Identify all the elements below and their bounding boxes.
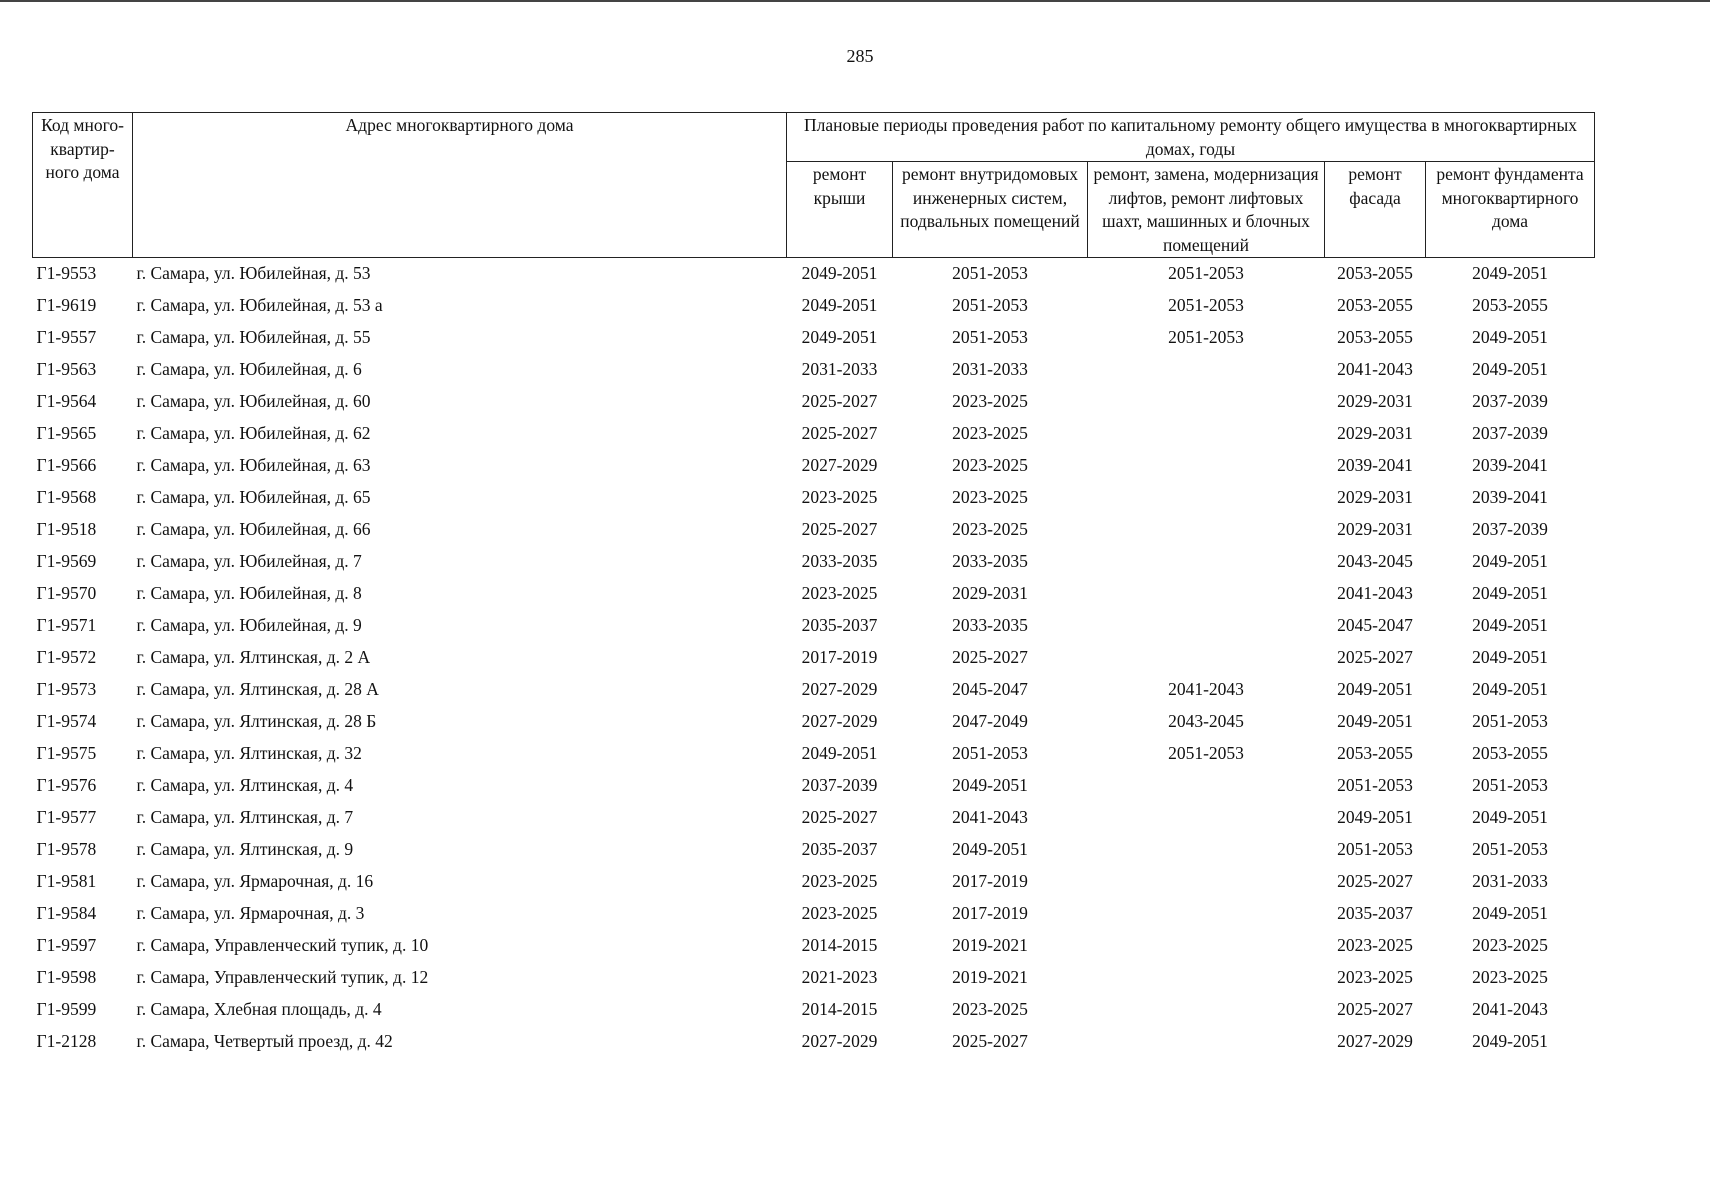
cell-lifts (1088, 386, 1325, 418)
cell-foundation: 2049-2051 (1472, 583, 1548, 604)
cell-roof: 2033-2035 (801, 551, 878, 572)
table-row (33, 866, 1595, 898)
cell-address: г. Самара, ул. Ялтинская, д. 28 Б (136, 711, 377, 732)
cell-engineering: 2051-2053 (952, 743, 1028, 764)
cell-roof: 2049-2051 (801, 327, 878, 348)
table-row (33, 322, 1595, 354)
header-foundation-label: ремонт фундамента многоквартирного дома (1436, 164, 1584, 231)
cell-foundation: 2037-2039 (1472, 391, 1548, 412)
cell-facade: 2045-2047 (1337, 615, 1413, 636)
cell-foundation: 2049-2051 (1472, 807, 1548, 828)
cell-address: г. Самара, ул. Юбилейная, д. 60 (136, 391, 371, 412)
cell-engineering: 2031-2033 (952, 359, 1028, 380)
table-header (33, 113, 1595, 258)
table-row (33, 674, 1595, 706)
cell-address: г. Самара, ул. Ялтинская, д. 9 (136, 839, 354, 860)
cell-facade: 2029-2031 (1337, 487, 1413, 508)
table-row (33, 354, 1595, 386)
cell-facade: 2049-2051 (1337, 807, 1413, 828)
cell-foundation: 2049-2051 (1472, 903, 1548, 924)
cell-roof: 2027-2029 (801, 679, 878, 700)
table-row (33, 258, 1595, 291)
cell-roof: 2014-2015 (801, 935, 878, 956)
cell-roof: 2023-2025 (801, 871, 878, 892)
cell-engineering: 2033-2035 (952, 615, 1028, 636)
cell-code: Г1-9518 (36, 519, 97, 540)
header-engineering (893, 162, 1088, 258)
cell-facade: 2029-2031 (1337, 423, 1413, 444)
header-facade (1325, 162, 1426, 258)
cell-facade: 2053-2055 (1337, 327, 1413, 348)
cell-roof: 2037-2039 (801, 775, 878, 796)
cell-lifts (1088, 546, 1325, 578)
cell-foundation: 2049-2051 (1472, 263, 1548, 284)
table-row (33, 418, 1595, 450)
cell-lifts (1088, 770, 1325, 802)
table-body (33, 258, 1595, 1059)
cell-engineering: 2033-2035 (952, 551, 1028, 572)
cell-engineering: 2047-2049 (952, 711, 1028, 732)
cell-foundation: 2039-2041 (1472, 487, 1548, 508)
cell-roof: 2025-2027 (801, 391, 878, 412)
header-facade-label: ремонт фасада (1348, 164, 1402, 208)
table-row (33, 898, 1595, 930)
cell-facade: 2051-2053 (1337, 775, 1413, 796)
cell-lifts (1088, 578, 1325, 610)
cell-roof: 2035-2037 (801, 839, 878, 860)
cell-lifts (1088, 610, 1325, 642)
cell-engineering: 2049-2051 (952, 775, 1028, 796)
cell-address: г. Самара, ул. Юбилейная, д. 9 (136, 615, 362, 636)
cell-engineering: 2029-2031 (952, 583, 1028, 604)
cell-foundation: 2049-2051 (1472, 359, 1548, 380)
cell-code: Г1-9584 (36, 903, 97, 924)
cell-roof: 2023-2025 (801, 903, 878, 924)
cell-lifts (1088, 898, 1325, 930)
cell-code: Г1-9572 (36, 647, 97, 668)
cell-roof: 2049-2051 (801, 295, 878, 316)
cell-facade: 2053-2055 (1337, 263, 1413, 284)
cell-address: г. Самара, ул. Ялтинская, д. 2 А (136, 647, 371, 668)
cell-engineering: 2051-2053 (952, 295, 1028, 316)
header-roof (787, 162, 893, 258)
cell-facade: 2051-2053 (1337, 839, 1413, 860)
cell-engineering: 2041-2043 (952, 807, 1028, 828)
cell-engineering: 2023-2025 (952, 455, 1028, 476)
table-row (33, 962, 1595, 994)
cell-code: Г1-9576 (36, 775, 97, 796)
cell-engineering: 2023-2025 (952, 487, 1028, 508)
cell-lifts (1088, 482, 1325, 514)
header-periods-group-label: Плановые периоды проведения работ по капитальному ремонту общего имущества в многоквартирных домах, годы (803, 115, 1578, 159)
cell-foundation: 2049-2051 (1472, 647, 1548, 668)
cell-foundation: 2051-2053 (1472, 775, 1548, 796)
cell-address: г. Самара, Управленческий тупик, д. 10 (136, 935, 429, 956)
cell-foundation: 2053-2055 (1472, 295, 1548, 316)
table-row (33, 514, 1595, 546)
table-row (33, 450, 1595, 482)
cell-engineering: 2049-2051 (952, 839, 1028, 860)
cell-foundation: 2037-2039 (1472, 519, 1548, 540)
cell-code: Г1-9581 (36, 871, 97, 892)
cell-roof: 2017-2019 (801, 647, 878, 668)
cell-facade: 2025-2027 (1337, 871, 1413, 892)
table-row (33, 578, 1595, 610)
cell-address: г. Самара, ул. Юбилейная, д. 66 (136, 519, 371, 540)
cell-facade: 2027-2029 (1337, 1031, 1413, 1052)
cell-code: Г1-2128 (36, 1031, 97, 1052)
header-engineering-label: ремонт внутридомовых инженерных систем, подвальных помещений (900, 164, 1080, 231)
cell-lifts (1088, 418, 1325, 450)
header-address (133, 113, 787, 258)
cell-address: г. Самара, ул. Юбилейная, д. 62 (136, 423, 371, 444)
cell-address: г. Самара, ул. Ялтинская, д. 28 А (136, 679, 379, 700)
cell-engineering: 2025-2027 (952, 1031, 1028, 1052)
cell-lifts (1088, 642, 1325, 674)
cell-code: Г1-9577 (36, 807, 97, 828)
cell-facade: 2053-2055 (1337, 295, 1413, 316)
cell-address: г. Самара, ул. Юбилейная, д. 65 (136, 487, 371, 508)
cell-engineering: 2023-2025 (952, 423, 1028, 444)
cell-engineering: 2045-2047 (952, 679, 1028, 700)
cell-lifts: 2051-2053 (1168, 743, 1244, 764)
cell-code: Г1-9566 (36, 455, 97, 476)
cell-code: Г1-9574 (36, 711, 97, 732)
cell-code: Г1-9598 (36, 967, 97, 988)
table-row (33, 770, 1595, 802)
cell-roof: 2014-2015 (801, 999, 878, 1020)
header-code-label: Код много-квартир-ного дома (41, 115, 124, 182)
cell-lifts (1088, 1026, 1325, 1058)
header-lifts-label: ремонт, замена, модернизация лифтов, ремонт лифтовых шахт, машинных и блочных помещений (1093, 164, 1319, 255)
cell-address: г. Самара, ул. Ялтинская, д. 7 (136, 807, 354, 828)
cell-facade: 2049-2051 (1337, 679, 1413, 700)
cell-address: г. Самара, Четвертый проезд, д. 42 (136, 1031, 393, 1052)
cell-lifts (1088, 834, 1325, 866)
table-row (33, 546, 1595, 578)
cell-foundation: 2039-2041 (1472, 455, 1548, 476)
cell-address: г. Самара, ул. Юбилейная, д. 8 (136, 583, 362, 604)
table-row (33, 802, 1595, 834)
cell-code: Г1-9597 (36, 935, 97, 956)
cell-code: Г1-9573 (36, 679, 97, 700)
cell-roof: 2025-2027 (801, 423, 878, 444)
cell-engineering: 2051-2053 (952, 263, 1028, 284)
cell-engineering: 2019-2021 (952, 935, 1028, 956)
cell-lifts (1088, 962, 1325, 994)
cell-roof: 2027-2029 (801, 711, 878, 732)
cell-foundation: 2049-2051 (1472, 1031, 1548, 1052)
cell-facade: 2025-2027 (1337, 999, 1413, 1020)
cell-address: г. Самара, ул. Юбилейная, д. 63 (136, 455, 371, 476)
cell-lifts: 2051-2053 (1168, 295, 1244, 316)
top-rule (0, 0, 1710, 2)
cell-roof: 2025-2027 (801, 519, 878, 540)
cell-facade: 2053-2055 (1337, 743, 1413, 764)
cell-address: г. Самара, ул. Ялтинская, д. 4 (136, 775, 354, 796)
cell-code: Г1-9571 (36, 615, 97, 636)
cell-code: Г1-9563 (36, 359, 97, 380)
cell-code: Г1-9578 (36, 839, 97, 860)
cell-lifts (1088, 994, 1325, 1026)
table-row (33, 482, 1595, 514)
cell-foundation: 2023-2025 (1472, 967, 1548, 988)
cell-address: г. Самара, ул. Юбилейная, д. 55 (136, 327, 371, 348)
cell-foundation: 2049-2051 (1472, 679, 1548, 700)
table-row (33, 1026, 1595, 1058)
cell-code: Г1-9557 (36, 327, 97, 348)
table-row (33, 930, 1595, 962)
cell-address: г. Самара, ул. Юбилейная, д. 6 (136, 359, 362, 380)
cell-roof: 2021-2023 (801, 967, 878, 988)
cell-engineering: 2019-2021 (952, 967, 1028, 988)
cell-code: Г1-9619 (36, 295, 97, 316)
cell-facade: 2039-2041 (1337, 455, 1413, 476)
cell-facade: 2029-2031 (1337, 519, 1413, 540)
cell-roof: 2035-2037 (801, 615, 878, 636)
header-lifts (1088, 162, 1325, 258)
cell-foundation: 2049-2051 (1472, 551, 1548, 572)
cell-lifts: 2051-2053 (1168, 263, 1244, 284)
cell-roof: 2025-2027 (801, 807, 878, 828)
cell-engineering: 2017-2019 (952, 871, 1028, 892)
cell-engineering: 2023-2025 (952, 391, 1028, 412)
cell-lifts (1088, 930, 1325, 962)
cell-lifts (1088, 866, 1325, 898)
cell-code: Г1-9553 (36, 263, 97, 284)
cell-facade: 2041-2043 (1337, 359, 1413, 380)
cell-code: Г1-9570 (36, 583, 97, 604)
cell-facade: 2029-2031 (1337, 391, 1413, 412)
cell-engineering: 2025-2027 (952, 647, 1028, 668)
cell-code: Г1-9564 (36, 391, 97, 412)
cell-address: г. Самара, ул. Ярмарочная, д. 3 (136, 903, 365, 924)
cell-code: Г1-9565 (36, 423, 97, 444)
cell-lifts (1088, 354, 1325, 386)
cell-engineering: 2023-2025 (952, 519, 1028, 540)
cell-roof: 2049-2051 (801, 743, 878, 764)
cell-roof: 2027-2029 (801, 1031, 878, 1052)
header-address-label: Адрес многоквартирного дома (345, 115, 574, 135)
cell-lifts: 2043-2045 (1168, 711, 1244, 732)
cell-facade: 2023-2025 (1337, 935, 1413, 956)
cell-address: г. Самара, ул. Юбилейная, д. 53 (136, 263, 371, 284)
cell-facade: 2049-2051 (1337, 711, 1413, 732)
table-row (33, 994, 1595, 1026)
cell-code: Г1-9575 (36, 743, 97, 764)
cell-facade: 2041-2043 (1337, 583, 1413, 604)
cell-roof: 2031-2033 (801, 359, 878, 380)
table-row (33, 610, 1595, 642)
cell-lifts: 2041-2043 (1168, 679, 1244, 700)
cell-facade: 2023-2025 (1337, 967, 1413, 988)
table-row (33, 738, 1595, 770)
cell-address: г. Самара, Хлебная площадь, д. 4 (136, 999, 382, 1020)
cell-foundation: 2049-2051 (1472, 327, 1548, 348)
cell-facade: 2043-2045 (1337, 551, 1413, 572)
cell-facade: 2025-2027 (1337, 647, 1413, 668)
cell-foundation: 2053-2055 (1472, 743, 1548, 764)
cell-foundation: 2037-2039 (1472, 423, 1548, 444)
header-roof-label: ремонт крыши (812, 164, 867, 208)
capital-repair-table (32, 112, 1595, 1058)
cell-code: Г1-9569 (36, 551, 97, 572)
cell-engineering: 2023-2025 (952, 999, 1028, 1020)
table-row (33, 834, 1595, 866)
cell-foundation: 2031-2033 (1472, 871, 1548, 892)
cell-lifts (1088, 450, 1325, 482)
table-row (33, 386, 1595, 418)
cell-lifts (1088, 514, 1325, 546)
cell-foundation: 2049-2051 (1472, 615, 1548, 636)
cell-code: Г1-9599 (36, 999, 97, 1020)
cell-foundation: 2041-2043 (1472, 999, 1548, 1020)
cell-foundation: 2023-2025 (1472, 935, 1548, 956)
cell-roof: 2049-2051 (801, 263, 878, 284)
cell-engineering: 2017-2019 (952, 903, 1028, 924)
cell-foundation: 2051-2053 (1472, 839, 1548, 860)
cell-foundation: 2051-2053 (1472, 711, 1548, 732)
page-number: 285 (846, 46, 874, 66)
table-row (33, 706, 1595, 738)
cell-facade: 2035-2037 (1337, 903, 1413, 924)
cell-address: г. Самара, Управленческий тупик, д. 12 (136, 967, 429, 988)
cell-address: г. Самара, ул. Юбилейная, д. 53 а (136, 295, 383, 316)
cell-code: Г1-9568 (36, 487, 97, 508)
table-row (33, 642, 1595, 674)
cell-lifts: 2051-2053 (1168, 327, 1244, 348)
table-row (33, 290, 1595, 322)
cell-address: г. Самара, ул. Ярмарочная, д. 16 (136, 871, 374, 892)
cell-roof: 2027-2029 (801, 455, 878, 476)
header-code (33, 113, 133, 258)
header-foundation (1426, 162, 1595, 258)
header-periods-group (787, 113, 1595, 162)
cell-roof: 2023-2025 (801, 583, 878, 604)
cell-lifts (1088, 802, 1325, 834)
cell-address: г. Самара, ул. Ялтинская, д. 32 (136, 743, 362, 764)
cell-engineering: 2051-2053 (952, 327, 1028, 348)
cell-address: г. Самара, ул. Юбилейная, д. 7 (136, 551, 362, 572)
cell-roof: 2023-2025 (801, 487, 878, 508)
